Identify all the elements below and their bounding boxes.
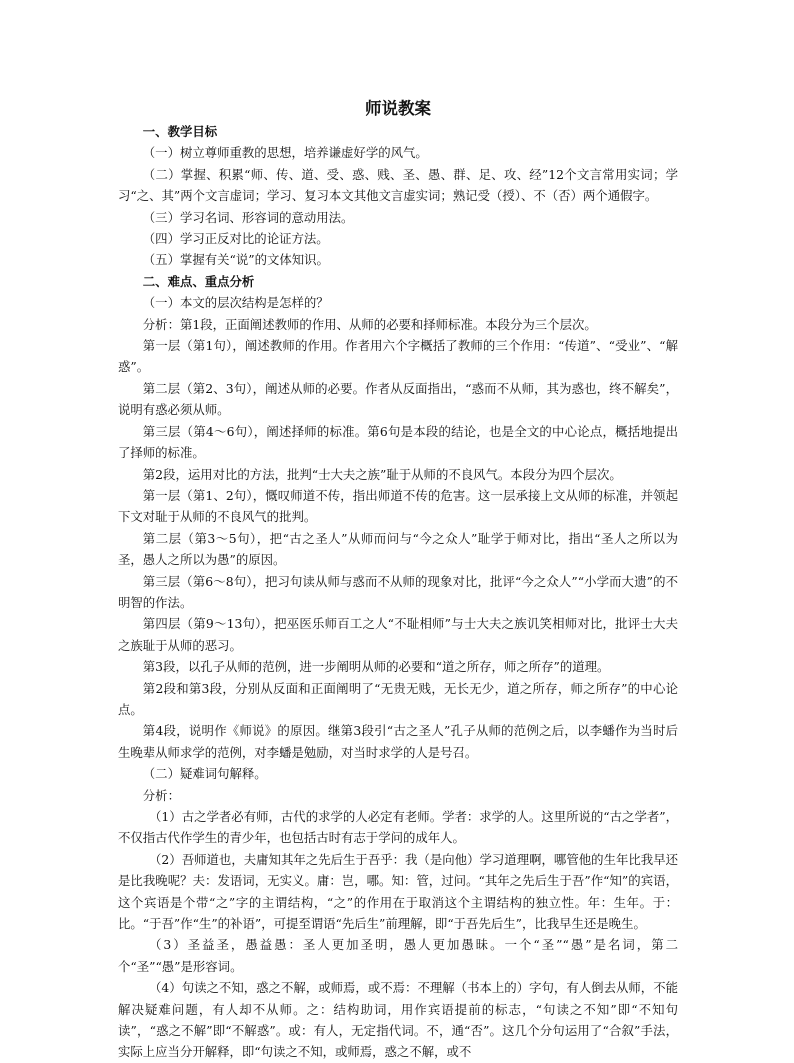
- paragraph: 第2段，运用对比的方法，批判“士大夫之族”耻于从师的不良风气。本段分为四个层次。: [142, 466, 622, 482]
- section-heading: 二、难点、重点分析: [142, 273, 255, 289]
- paragraph: （1）古之学者必有师，古代的求学的人必定有老师。学者：求学的人。这里所说的“古之学者”，不仅指古代作学生的青少年，也包括古时有志于学问的成年人。: [118, 809, 678, 846]
- document-body: [118, 97, 678, 1063]
- paragraph: （四）学习正反对比的论证方法。: [142, 231, 329, 247]
- paragraph: （4）句读之不知，惑之不解，或师焉，或不焉：不理解（书本上的）字句，有人倒去从师，不能解决疑难问题，有人却不从师。之：结构助词，用作宾语提前的标志，“句读之不知”即“不知句读”，“惑之不解”即“不解惑”。或：有人，无定指代词。不，通“否”。这几个分句运用了“合叙”手法，实际上应当分开解释，即“句读之不知，或师焉，惑之不解，或不: [118, 980, 678, 1060]
- paragraph: 第四层（第9～13句），把巫医乐师百工之人“不耻相师”与士大夫之族讥笑相师对比，批评士大夫之族耻于从师的恶习。: [118, 616, 678, 653]
- paragraph: （3）圣益圣，愚益愚：圣人更加圣明，愚人更加愚昧。一个“圣”“愚”是名词，第二个“圣”“愚”是形容词。: [118, 937, 678, 974]
- paragraph: （二）疑难词句解释。: [142, 766, 267, 782]
- paragraph: 第三层（第6～8句），把习句读从师与惑而不从师的现象对比，批评“今之众人”“小学而大遗”的不明智的作法。: [118, 573, 678, 610]
- paragraph: （二）掌握、积累“师、传、道、受、惑、贱、圣、愚、群、足、攻、经”12个文言常用实词；学习“之、其”两个文言虚词；学习、复习本文其他文言虚实词；熟记受（授）、不（否）两个通假字。: [118, 166, 678, 204]
- paragraph: 第4段，说明作《师说》的原因。继第3段引“古之圣人”孔子从师的范例之后，以李蟠作为当时后生晚辈从师求学的范例，对李蟠是勉励，对当时求学的人是号召。: [118, 723, 678, 760]
- paragraph: （一）树立尊师重教的思想，培养谦虚好学的风气。: [142, 145, 428, 161]
- page-title: 师说教案: [365, 99, 431, 118]
- paragraph: 分析：第1段，正面阐述教师的作用、从师的必要和择师标准。本段分为三个层次。: [142, 316, 597, 332]
- paragraph: （一）本文的层次结构是怎样的？: [142, 295, 329, 311]
- paragraph: 第一层（第1句），阐述教师的作用。作者用六个字概括了教师的三个作用：“传道”、“受业”、“解惑”。: [118, 338, 678, 375]
- paragraph: （三）学习名词、形容词的意动用法。: [142, 209, 354, 225]
- section-heading: 一、教学目标: [142, 124, 218, 139]
- paragraph-list: [118, 121, 678, 1063]
- paragraph: 第二层（第3～5句），把“古之圣人”从师而问与“今之众人”耻学于师对比，指出“圣人之所以为圣，愚人之所以为愚”的原因。: [118, 530, 678, 568]
- paragraph: 第二层（第2、3句），阐述从师的必要。作者从反面指出，“惑而不从师，其为惑也，终不解矣”，说明有惑必须从师。: [118, 380, 678, 418]
- paragraph: 分析：: [142, 787, 180, 803]
- paragraph: （2）吾师道也，夫庸知其年之先后生于吾乎：我（是向他）学习道理啊，哪管他的生年比我早还是比我晚呢？夫：发语词，无实义。庸：岂，哪。知：管，过问。“其年之先后生于吾”作“知”的宾语，这个宾语是个带“之”字的主谓结构，“之”的作用在于取消这个主谓结构的独立性。年：生年。于：比。“于吾”作“生”的补语”，可提至谓语“先后生”前理解，即“于吾先后生”，比我早生还是晚生。: [118, 851, 678, 932]
- paragraph: 第3段，以孔子从师的范例，进一步阐明从师的必要和“道之所存，师之所存”的道理。: [142, 659, 610, 675]
- paragraph: 第2段和第3段，分别从反面和正面阐明了“无贵无贱，无长无少，道之所存，师之所存”的中心论点。: [118, 680, 678, 717]
- paragraph: 第三层（第4～6句），阐述择师的标准。第6句是本段的结论，也是全文的中心论点，概括地提出了择师的标准。: [118, 423, 678, 461]
- paragraph: （五）掌握有关“说”的文体知识。: [142, 252, 329, 268]
- paragraph: 第一层（第1、2句），慨叹师道不传，指出师道不传的危害。这一层承接上文从师的标准，并领起下文对耻于从师的不良风气的批判。: [118, 487, 678, 525]
